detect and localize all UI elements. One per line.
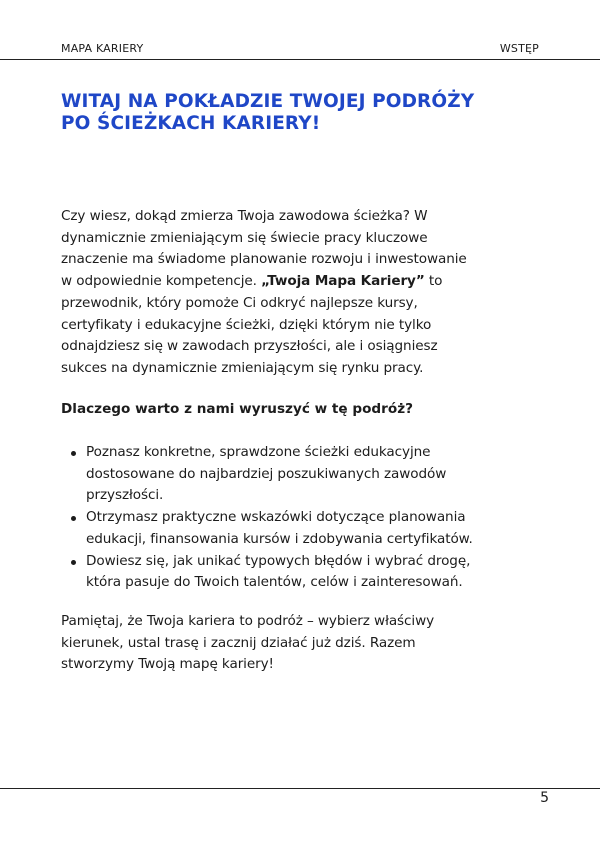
intro-line: przewodnik, który pomoże Ci odkryć najlepsze kursy,: [61, 294, 418, 311]
closing-line: kierunek, ustal trasę i zacznij działać już dziś. Razem: [61, 634, 416, 651]
list-item-line: Poznasz konkretne, sprawdzone ścieżki edukacyjne: [86, 444, 431, 460]
intro-text: w odpowiednie kompetencje.: [61, 273, 262, 290]
intro-line: znaczenie ma świadome planowanie rozwoju i inwestowanie: [61, 251, 467, 268]
list-item-line: Dowiesz się, jak unikać typowych błędów i wybrać drogę,: [86, 552, 471, 569]
benefits-list: [61, 442, 551, 594]
list-item-line: edukacji, finansowania kursów i zdobywania certyfikatów.: [86, 530, 473, 547]
footer-divider: [0, 788, 600, 789]
intro-paragraph: [61, 206, 551, 380]
list-item-line: dostosowane do najbardziej poszukiwanych zawodów: [86, 465, 447, 482]
section-subheading: Dlaczego warto z nami wyruszyć w tę podróż?: [61, 401, 414, 417]
bullet-icon: [71, 451, 76, 456]
list-item: [61, 551, 551, 594]
page-title: [61, 91, 541, 135]
intro-line: [61, 271, 551, 293]
header-section-name: WSTĘP: [499, 42, 539, 55]
list-item-line: która pasuje do Twoich talentów, celów i zainteresowań.: [86, 574, 463, 591]
intro-line: Czy wiesz, dokąd zmierza Twoja zawodowa ścieżka? W: [61, 208, 428, 224]
intro-line: odnajdziesz się w zawodach przyszłości, ale i osiągniesz: [61, 338, 438, 355]
intro-line: certyfikaty i edukacyjne ścieżki, dzięki którym nie tylko: [61, 316, 432, 333]
intro-text: to: [424, 273, 443, 290]
bullet-icon: [71, 560, 76, 565]
closing-line: Pamiętaj, że Twoja kariera to podróż – wybierz właściwy: [61, 613, 435, 629]
page-title-line: PO ŚCIEŻKACH KARIERY!: [61, 113, 321, 134]
page-number: 5: [540, 790, 549, 806]
list-item-line: Otrzymasz praktyczne wskazówki dotyczące planowania: [86, 509, 466, 526]
closing-paragraph: [61, 611, 551, 676]
page-title-line: WITAJ NA POKŁADZIE TWOJEJ PODRÓŻY: [61, 91, 475, 112]
page-header: [0, 40, 600, 60]
intro-line: dynamicznie zmieniającym się świecie pracy kluczowe: [61, 229, 428, 246]
guide-name-bold: „Twoja Mapa Kariery”: [261, 273, 425, 290]
bullet-icon: [71, 516, 76, 521]
intro-line: sukces na dynamicznie zmieniającym się rynku pracy.: [61, 359, 424, 376]
list-item: [61, 442, 551, 507]
header-document-title: MAPA KARIERY: [61, 42, 144, 55]
closing-line: stworzymy Twoją mapę kariery!: [61, 656, 274, 673]
list-item: [61, 507, 551, 550]
list-item-line: przyszłości.: [86, 487, 164, 504]
